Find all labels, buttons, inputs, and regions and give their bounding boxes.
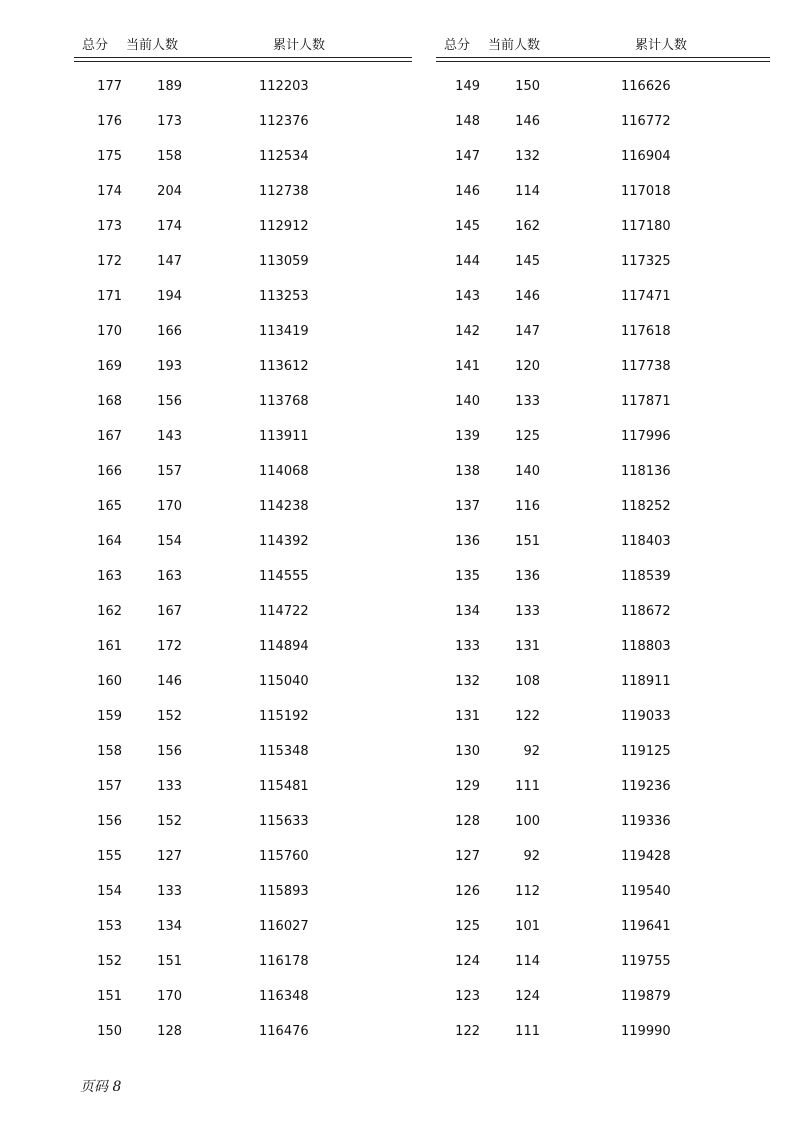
cumulative-count-cell: 117738	[621, 359, 671, 374]
table-row	[436, 70, 770, 105]
current-count-cell: 111	[515, 1024, 540, 1039]
score-cell: 176	[97, 114, 122, 129]
current-count-cell: 167	[157, 604, 182, 619]
score-cell: 141	[455, 359, 480, 374]
score-cell: 173	[97, 219, 122, 234]
table-row	[436, 245, 770, 280]
score-cell: 156	[97, 814, 122, 829]
header-score: 总分	[82, 38, 109, 53]
cumulative-count-cell: 117996	[621, 429, 671, 444]
table-header	[436, 34, 770, 52]
table-row	[74, 945, 412, 980]
cumulative-count-cell: 112738	[259, 184, 309, 199]
score-cell: 153	[97, 919, 122, 934]
score-cell: 170	[97, 324, 122, 339]
current-count-cell: 147	[157, 254, 182, 269]
cumulative-count-cell: 113911	[259, 429, 309, 444]
table-row	[74, 840, 412, 875]
current-count-cell: 156	[157, 744, 182, 759]
table-row	[74, 350, 412, 385]
current-count-cell: 100	[515, 814, 540, 829]
current-count-cell: 127	[157, 849, 182, 864]
table-row	[436, 210, 770, 245]
table-row	[74, 665, 412, 700]
current-count-cell: 173	[157, 114, 182, 129]
cumulative-count-cell: 116348	[259, 989, 309, 1004]
table-row	[436, 700, 770, 735]
cumulative-count-cell: 113253	[259, 289, 309, 304]
cumulative-count-cell: 116626	[621, 79, 671, 94]
cumulative-count-cell: 114068	[259, 464, 309, 479]
table-row	[74, 805, 412, 840]
cumulative-count-cell: 118136	[621, 464, 671, 479]
table-row	[74, 385, 412, 420]
current-count-cell: 204	[157, 184, 182, 199]
cumulative-count-cell: 119336	[621, 814, 671, 829]
current-count-cell: 114	[515, 184, 540, 199]
page-number: 页码 8	[80, 1079, 122, 1095]
cumulative-count-cell: 116904	[621, 149, 671, 164]
current-count-cell: 101	[515, 919, 540, 934]
table-row	[74, 105, 412, 140]
cumulative-count-cell: 118911	[621, 674, 671, 689]
cumulative-count-cell: 116772	[621, 114, 671, 129]
table-row	[436, 1015, 770, 1050]
score-cell: 134	[455, 604, 480, 619]
score-cell: 154	[97, 884, 122, 899]
table-row	[74, 875, 412, 910]
score-cell: 133	[455, 639, 480, 654]
score-cell: 145	[455, 219, 480, 234]
cumulative-count-cell: 118672	[621, 604, 671, 619]
cumulative-count-cell: 119540	[621, 884, 671, 899]
table-row	[436, 490, 770, 525]
score-cell: 166	[97, 464, 122, 479]
table-row	[436, 315, 770, 350]
current-count-cell: 145	[515, 254, 540, 269]
current-count-cell: 116	[515, 499, 540, 514]
cumulative-count-cell: 115040	[259, 674, 309, 689]
table-row	[74, 560, 412, 595]
cumulative-count-cell: 114894	[259, 639, 309, 654]
table-row	[436, 175, 770, 210]
table-row	[436, 630, 770, 665]
table-row	[436, 420, 770, 455]
table-row	[436, 280, 770, 315]
table-header	[74, 34, 412, 52]
score-cell: 169	[97, 359, 122, 374]
cumulative-count-cell: 119755	[621, 954, 671, 969]
cumulative-count-cell: 116027	[259, 919, 309, 934]
table-row	[436, 770, 770, 805]
current-count-cell: 189	[157, 79, 182, 94]
score-cell: 162	[97, 604, 122, 619]
table-row	[436, 840, 770, 875]
current-count-cell: 140	[515, 464, 540, 479]
current-count-cell: 134	[157, 919, 182, 934]
header-rule-top	[74, 57, 412, 58]
table-row	[74, 525, 412, 560]
cumulative-count-cell: 112534	[259, 149, 309, 164]
score-cell: 132	[455, 674, 480, 689]
score-cell: 157	[97, 779, 122, 794]
score-cell: 144	[455, 254, 480, 269]
current-count-cell: 131	[515, 639, 540, 654]
current-count-cell: 157	[157, 464, 182, 479]
current-count-cell: 108	[515, 674, 540, 689]
cumulative-count-cell: 119236	[621, 779, 671, 794]
cumulative-count-cell: 112203	[259, 79, 309, 94]
score-cell: 143	[455, 289, 480, 304]
cumulative-count-cell: 115633	[259, 814, 309, 829]
table-row	[74, 140, 412, 175]
table-row	[74, 700, 412, 735]
cumulative-count-cell: 117871	[621, 394, 671, 409]
score-cell: 142	[455, 324, 480, 339]
table-row	[74, 735, 412, 770]
cumulative-count-cell: 119879	[621, 989, 671, 1004]
table-row	[436, 910, 770, 945]
current-count-cell: 133	[157, 779, 182, 794]
cumulative-count-cell: 117471	[621, 289, 671, 304]
table-row	[436, 945, 770, 980]
cumulative-count-cell: 113059	[259, 254, 309, 269]
cumulative-count-cell: 117180	[621, 219, 671, 234]
current-count-cell: 146	[515, 289, 540, 304]
cumulative-count-cell: 115192	[259, 709, 309, 724]
cumulative-count-cell: 117618	[621, 324, 671, 339]
score-cell: 135	[455, 569, 480, 584]
score-cell: 159	[97, 709, 122, 724]
table-row	[436, 560, 770, 595]
score-cell: 140	[455, 394, 480, 409]
table-row	[436, 980, 770, 1015]
cumulative-count-cell: 112912	[259, 219, 309, 234]
score-cell: 161	[97, 639, 122, 654]
cumulative-count-cell: 113768	[259, 394, 309, 409]
current-count-cell: 92	[523, 849, 540, 864]
score-cell: 172	[97, 254, 122, 269]
table-row	[74, 455, 412, 490]
score-cell: 127	[455, 849, 480, 864]
score-cell: 177	[97, 79, 122, 94]
score-cell: 152	[97, 954, 122, 969]
score-cell: 122	[455, 1024, 480, 1039]
cumulative-count-cell: 117325	[621, 254, 671, 269]
cumulative-count-cell: 118403	[621, 534, 671, 549]
header-cumulative-count: 累计人数	[635, 38, 688, 53]
score-cell: 165	[97, 499, 122, 514]
table-row	[74, 595, 412, 630]
score-cell: 136	[455, 534, 480, 549]
table-row	[436, 140, 770, 175]
cumulative-count-cell: 119033	[621, 709, 671, 724]
current-count-cell: 154	[157, 534, 182, 549]
cumulative-count-cell: 112376	[259, 114, 309, 129]
current-count-cell: 136	[515, 569, 540, 584]
table-row	[436, 875, 770, 910]
score-cell: 160	[97, 674, 122, 689]
table-row	[74, 245, 412, 280]
header-current-count: 当前人数	[488, 38, 541, 53]
score-cell: 155	[97, 849, 122, 864]
cumulative-count-cell: 114392	[259, 534, 309, 549]
table-row	[436, 350, 770, 385]
current-count-cell: 146	[515, 114, 540, 129]
cumulative-count-cell: 116476	[259, 1024, 309, 1039]
header-score: 总分	[444, 38, 471, 53]
score-cell: 148	[455, 114, 480, 129]
table-row	[436, 735, 770, 770]
current-count-cell: 170	[157, 499, 182, 514]
table-row	[74, 175, 412, 210]
cumulative-count-cell: 115348	[259, 744, 309, 759]
score-cell: 158	[97, 744, 122, 759]
table-row	[74, 315, 412, 350]
score-cell: 129	[455, 779, 480, 794]
score-cell: 151	[97, 989, 122, 1004]
score-cell: 126	[455, 884, 480, 899]
header-rule-bottom	[436, 61, 770, 62]
current-count-cell: 132	[515, 149, 540, 164]
cumulative-count-cell: 115893	[259, 884, 309, 899]
score-cell: 125	[455, 919, 480, 934]
score-cell: 168	[97, 394, 122, 409]
header-rule-bottom	[74, 61, 412, 62]
current-count-cell: 194	[157, 289, 182, 304]
cumulative-count-cell: 113419	[259, 324, 309, 339]
table-body	[436, 70, 770, 1050]
score-cell: 139	[455, 429, 480, 444]
score-cell: 171	[97, 289, 122, 304]
table-row	[74, 210, 412, 245]
score-cell: 174	[97, 184, 122, 199]
score-cell: 150	[97, 1024, 122, 1039]
table-row	[74, 910, 412, 945]
current-count-cell: 128	[157, 1024, 182, 1039]
score-cell: 147	[455, 149, 480, 164]
score-cell: 131	[455, 709, 480, 724]
table-row	[74, 280, 412, 315]
table-row	[74, 420, 412, 455]
cumulative-count-cell: 116178	[259, 954, 309, 969]
score-cell: 149	[455, 79, 480, 94]
current-count-cell: 152	[157, 709, 182, 724]
header-rule-top	[436, 57, 770, 58]
cumulative-count-cell: 118252	[621, 499, 671, 514]
current-count-cell: 114	[515, 954, 540, 969]
score-cell: 167	[97, 429, 122, 444]
table-row	[436, 455, 770, 490]
current-count-cell: 111	[515, 779, 540, 794]
current-count-cell: 146	[157, 674, 182, 689]
cumulative-count-cell: 114555	[259, 569, 309, 584]
cumulative-count-cell: 115481	[259, 779, 309, 794]
table-row	[436, 665, 770, 700]
score-cell: 164	[97, 534, 122, 549]
table-row	[436, 595, 770, 630]
current-count-cell: 163	[157, 569, 182, 584]
current-count-cell: 172	[157, 639, 182, 654]
cumulative-count-cell: 118803	[621, 639, 671, 654]
current-count-cell: 112	[515, 884, 540, 899]
table-row	[436, 805, 770, 840]
table-body	[74, 70, 412, 1050]
score-cell: 130	[455, 744, 480, 759]
current-count-cell: 120	[515, 359, 540, 374]
score-cell: 124	[455, 954, 480, 969]
current-count-cell: 125	[515, 429, 540, 444]
table-row	[74, 70, 412, 105]
current-count-cell: 166	[157, 324, 182, 339]
score-cell: 163	[97, 569, 122, 584]
current-count-cell: 143	[157, 429, 182, 444]
current-count-cell: 124	[515, 989, 540, 1004]
current-count-cell: 170	[157, 989, 182, 1004]
cumulative-count-cell: 119125	[621, 744, 671, 759]
current-count-cell: 156	[157, 394, 182, 409]
current-count-cell: 133	[515, 604, 540, 619]
current-count-cell: 151	[157, 954, 182, 969]
table-row	[436, 525, 770, 560]
table-row	[74, 490, 412, 525]
current-count-cell: 158	[157, 149, 182, 164]
current-count-cell: 162	[515, 219, 540, 234]
table-row	[74, 1015, 412, 1050]
current-count-cell: 133	[157, 884, 182, 899]
score-cell: 138	[455, 464, 480, 479]
cumulative-count-cell: 115760	[259, 849, 309, 864]
current-count-cell: 151	[515, 534, 540, 549]
score-cell: 175	[97, 149, 122, 164]
cumulative-count-cell: 114722	[259, 604, 309, 619]
score-cell: 123	[455, 989, 480, 1004]
current-count-cell: 152	[157, 814, 182, 829]
table-row	[436, 385, 770, 420]
current-count-cell: 174	[157, 219, 182, 234]
table-row	[74, 770, 412, 805]
score-cell: 128	[455, 814, 480, 829]
cumulative-count-cell: 117018	[621, 184, 671, 199]
cumulative-count-cell: 119990	[621, 1024, 671, 1039]
current-count-cell: 133	[515, 394, 540, 409]
current-count-cell: 193	[157, 359, 182, 374]
table-row	[74, 980, 412, 1015]
cumulative-count-cell: 113612	[259, 359, 309, 374]
score-cell: 137	[455, 499, 480, 514]
current-count-cell: 147	[515, 324, 540, 339]
current-count-cell: 122	[515, 709, 540, 724]
cumulative-count-cell: 114238	[259, 499, 309, 514]
cumulative-count-cell: 119641	[621, 919, 671, 934]
header-current-count: 当前人数	[126, 38, 179, 53]
current-count-cell: 150	[515, 79, 540, 94]
table-row	[436, 105, 770, 140]
cumulative-count-cell: 119428	[621, 849, 671, 864]
header-cumulative-count: 累计人数	[273, 38, 326, 53]
score-cell: 146	[455, 184, 480, 199]
cumulative-count-cell: 118539	[621, 569, 671, 584]
current-count-cell: 92	[523, 744, 540, 759]
table-row	[74, 630, 412, 665]
